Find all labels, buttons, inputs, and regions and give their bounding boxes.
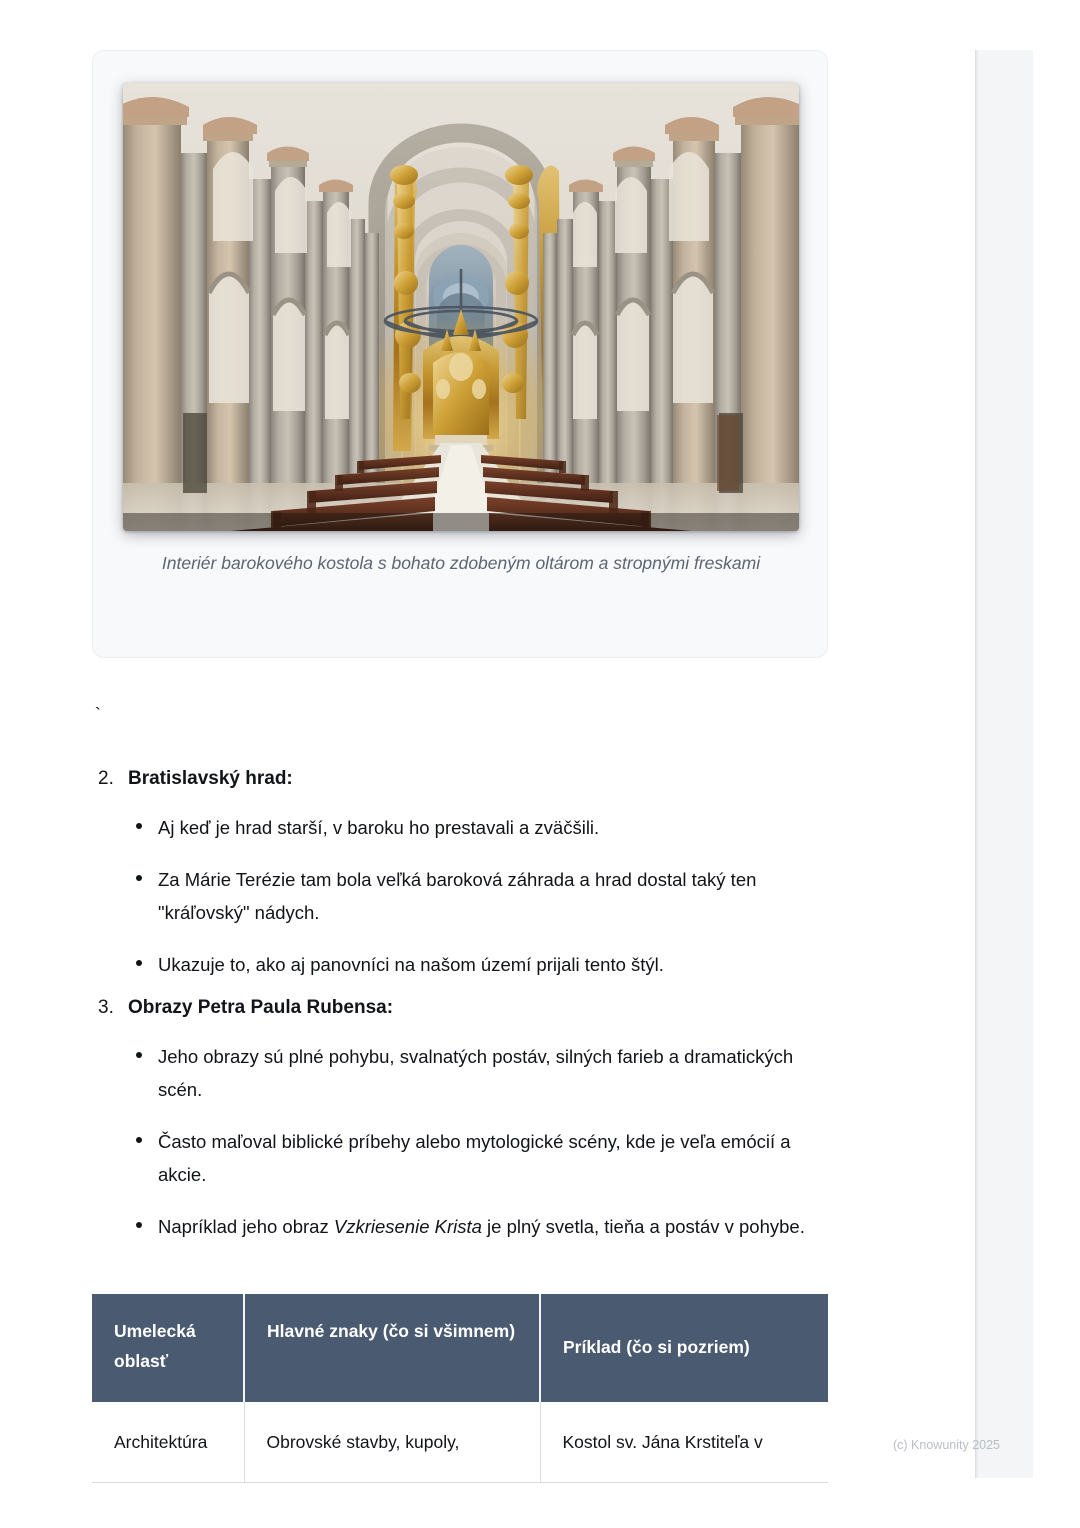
bullet-dot-icon [136,875,142,881]
baroque-church-interior-photo [123,83,799,531]
table-header-cell-area: Umelecká oblasť [92,1294,244,1402]
list-item-text: Jeho obrazy sú plné pohybu, svalnatých postáv, silných farieb a dramatických scén. [158,1046,794,1100]
list-item-text: Aj keď je hrad starší, v baroku ho prestavali a zväčšili. [158,817,600,838]
bullet-dot-icon [136,1222,142,1228]
bullet-list [92,811,832,981]
bullet-dot-icon [136,960,142,966]
list-item [92,811,832,844]
table-header-cell-example: Príklad (čo si pozriem) [540,1294,828,1402]
bullet-dot-icon [136,1137,142,1143]
table-cell-area: Architektúra [92,1402,244,1483]
section-heading [92,766,832,792]
list-item-text: Často maľoval biblické príbehy alebo mytologické scény, kde je veľa emócií a akcie. [158,1131,791,1185]
stray-backtick-text: ` [92,705,104,727]
section-number: 2. [98,768,114,789]
figure-card [92,50,828,658]
table-header-row [92,1294,828,1402]
list-item [92,948,832,981]
page-side-panel[interactable] [975,50,1033,1478]
list-item [92,1125,832,1191]
bullet-dot-icon [136,823,142,829]
section-number: 3. [98,997,114,1018]
list-item-text: Ukazuje to, ako aj panovníci na našom území prijali tento štýl. [158,954,664,975]
list-item [92,863,832,929]
list-item-text: Za Márie Terézie tam bola veľká baroková záhrada a hrad dostal taký ten "kráľovský" nádych. [158,869,757,923]
list-item-text-after: je plný svetla, tieňa a postáv v pohybe. [481,1216,805,1237]
list-item-text-before: Napríklad jeho obraz [158,1216,334,1237]
table-cell-features: Obrovské stavby, kupoly, [244,1402,540,1483]
summary-table [92,1294,828,1483]
bullet-dot-icon [136,1052,142,1058]
section-rubens-paintings [92,995,832,1243]
table-cell-example: Kostol sv. Jána Krstiteľa v [540,1402,828,1483]
section-heading [92,995,832,1021]
page-side-panel-surface [979,50,1033,1478]
table-header-cell-features: Hlavné znaky (čo si všimnem) [244,1294,540,1402]
section-bratislavsky-hrad [92,766,832,981]
artwork-title: Vzkriesenie Krista [333,1216,482,1237]
copyright-watermark: (c) Knowunity 2025 [893,1438,1001,1452]
section-title: Bratislavský hrad: [128,768,293,789]
figure-caption: Interiér barokového kostola s bohato zdobeným oltárom a stropnými freskami [161,553,761,573]
list-item [92,1040,832,1106]
list-item [92,1210,832,1243]
table-row [92,1402,828,1483]
bullet-list [92,1040,832,1243]
section-title: Obrazy Petra Paula Rubensa: [128,997,394,1018]
